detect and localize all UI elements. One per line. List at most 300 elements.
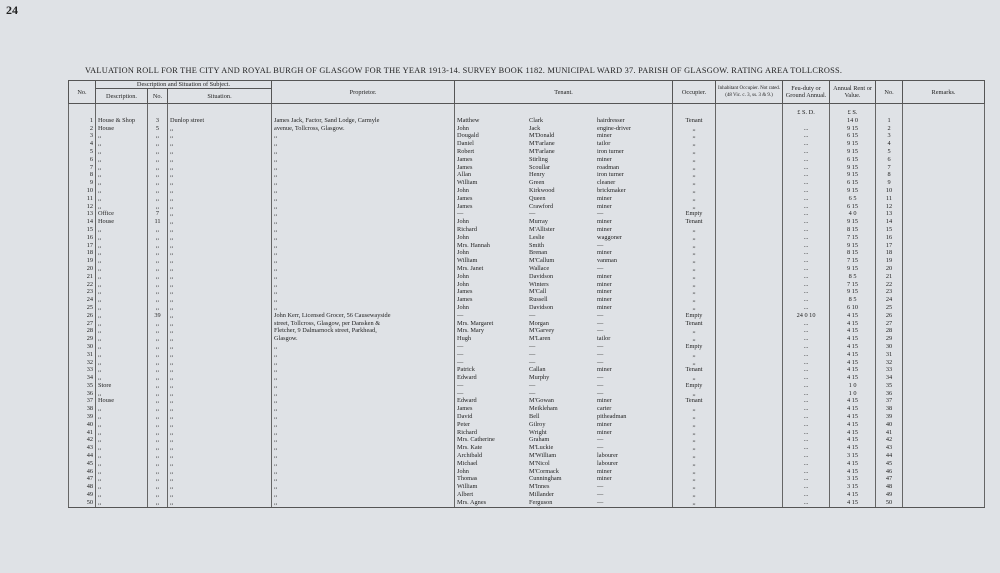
row-tenant: [455, 335, 673, 343]
tenant-occupation: miner: [597, 420, 612, 428]
tenant-occupation: engine-driver: [597, 124, 631, 132]
tenant-occupation: miner: [597, 249, 612, 257]
row-feu-duty: ...: [783, 483, 830, 491]
row-proprietor: ,,: [272, 382, 455, 390]
row-occupier: ,,: [673, 452, 716, 460]
row-situation: ,,: [168, 312, 272, 320]
tenant-surname: Davidson: [529, 303, 554, 311]
tenant-first-name: Richard: [457, 428, 477, 436]
table-row: [69, 312, 985, 320]
row-number: 35: [69, 382, 96, 390]
row-house-no: 11: [148, 218, 168, 226]
tenant-first-name: Mrs. Catherine: [457, 436, 495, 444]
row-occupier: ,,: [673, 429, 716, 437]
row-situation: ,,: [168, 343, 272, 351]
row-tenant: [455, 475, 673, 483]
row-number: 26: [69, 312, 96, 320]
row-situation: ,,: [168, 351, 272, 359]
row-situation: ,,: [168, 304, 272, 312]
table-row: [69, 125, 985, 133]
row-proprietor: Glasgow.: [272, 335, 455, 343]
row-house-no: ,,: [148, 351, 168, 359]
tenant-first-name: John: [457, 218, 469, 226]
row-tenant: [455, 210, 673, 218]
tenant-surname: M'Laren: [529, 335, 551, 343]
row-inhabitant: [716, 499, 783, 507]
row-feu-duty: ...: [783, 397, 830, 405]
row-occupier: ,,: [673, 257, 716, 265]
tenant-first-name: John: [457, 467, 469, 475]
row-number-right: 49: [876, 491, 903, 499]
row-house-no: ,,: [148, 132, 168, 140]
row-occupier: ,,: [673, 296, 716, 304]
row-description: ,,: [96, 390, 148, 398]
row-number: 4: [69, 140, 96, 148]
row-occupier: Tenant: [673, 366, 716, 374]
roll-body: [69, 104, 985, 508]
row-number-right: 45: [876, 460, 903, 468]
row-number: 42: [69, 436, 96, 444]
tenant-occupation: miner: [597, 194, 612, 202]
row-tenant: [455, 460, 673, 468]
row-occupier: ,,: [673, 335, 716, 343]
table-row: [69, 179, 985, 187]
tenant-occupation: —: [597, 327, 604, 335]
tenant-surname: Brenan: [529, 249, 548, 257]
row-number-right: 35: [876, 382, 903, 390]
row-occupier: ,,: [673, 249, 716, 257]
table-row: [69, 468, 985, 476]
row-occupier: Empty: [673, 210, 716, 218]
table-row: [69, 218, 985, 226]
tenant-occupation: miner: [597, 288, 612, 296]
row-proprietor: ,,: [272, 499, 455, 507]
row-occupier: ,,: [673, 148, 716, 156]
col-tenant: Tenant.: [455, 81, 673, 104]
row-feu-duty: ...: [783, 327, 830, 335]
row-proprietor: ,,: [272, 242, 455, 250]
row-situation: ,,: [168, 125, 272, 133]
tenant-surname: M'Luckie: [529, 444, 554, 452]
row-remarks: [903, 413, 985, 421]
col-no-right: No.: [876, 81, 903, 104]
row-proprietor: ,,: [272, 288, 455, 296]
row-inhabitant: [716, 452, 783, 460]
row-house-no: ,,: [148, 366, 168, 374]
row-number: 34: [69, 374, 96, 382]
row-tenant: [455, 483, 673, 491]
row-description: ,,: [96, 413, 148, 421]
row-description: ,,: [96, 296, 148, 304]
table-row: [69, 343, 985, 351]
row-description: ,,: [96, 421, 148, 429]
table-row: [69, 156, 985, 164]
row-description: ,,: [96, 249, 148, 257]
row-number: 39: [69, 413, 96, 421]
tenant-occupation: brickmaker: [597, 186, 626, 194]
tenant-surname: Russell: [529, 296, 548, 304]
row-tenant: [455, 382, 673, 390]
row-annual-rent: 4 15: [830, 468, 876, 476]
tenant-first-name: William: [457, 257, 478, 265]
row-inhabitant: [716, 132, 783, 140]
tenant-occupation: miner: [597, 218, 612, 226]
row-feu-duty: ...: [783, 320, 830, 328]
row-number-right: 30: [876, 343, 903, 351]
row-annual-rent: 3 15: [830, 452, 876, 460]
row-occupier: ,,: [673, 140, 716, 148]
row-tenant: [455, 187, 673, 195]
row-feu-duty: ...: [783, 281, 830, 289]
row-feu-duty: ...: [783, 164, 830, 172]
row-remarks: [903, 421, 985, 429]
row-number: 31: [69, 351, 96, 359]
row-description: ,,: [96, 405, 148, 413]
tenant-occupation: miner: [597, 272, 612, 280]
row-proprietor: ,,: [272, 452, 455, 460]
tenant-occupation: miner: [597, 132, 612, 140]
row-tenant: [455, 499, 673, 507]
row-annual-rent: 4 15: [830, 421, 876, 429]
tenant-surname: Millander: [529, 491, 554, 499]
row-proprietor: ,,: [272, 179, 455, 187]
row-occupier: ,,: [673, 359, 716, 367]
row-remarks: [903, 397, 985, 405]
row-remarks: [903, 460, 985, 468]
tenant-first-name: Patrick: [457, 366, 475, 374]
row-inhabitant: [716, 304, 783, 312]
tenant-first-name: John: [457, 233, 469, 241]
row-description: ,,: [96, 195, 148, 203]
row-inhabitant: [716, 117, 783, 125]
row-tenant: [455, 351, 673, 359]
row-occupier: ,,: [673, 171, 716, 179]
row-inhabitant: [716, 257, 783, 265]
row-number: 20: [69, 265, 96, 273]
tenant-first-name: —: [457, 381, 464, 389]
tenant-occupation: miner: [597, 366, 612, 374]
row-number-right: 4: [876, 140, 903, 148]
col-no: No.: [69, 81, 96, 104]
row-description: ,,: [96, 366, 148, 374]
row-feu-duty: ...: [783, 359, 830, 367]
row-description: ,,: [96, 475, 148, 483]
row-feu-duty: ...: [783, 179, 830, 187]
tenant-occupation: —: [597, 483, 604, 491]
tenant-surname: M'Farlane: [529, 147, 555, 155]
tenant-surname: M'Gowan: [529, 397, 554, 405]
row-remarks: [903, 320, 985, 328]
row-annual-rent: 3 15: [830, 475, 876, 483]
row-number: 29: [69, 335, 96, 343]
tenant-occupation: —: [597, 264, 604, 272]
row-house-no: ,,: [148, 483, 168, 491]
row-number-right: 22: [876, 281, 903, 289]
row-feu-duty: ...: [783, 273, 830, 281]
col-situation: Situation.: [168, 89, 272, 104]
row-tenant: [455, 452, 673, 460]
tenant-occupation: —: [597, 342, 604, 350]
tenant-occupation: —: [597, 374, 604, 382]
row-inhabitant: [716, 390, 783, 398]
row-tenant: [455, 366, 673, 374]
row-feu-duty: ...: [783, 421, 830, 429]
row-description: ,,: [96, 265, 148, 273]
row-annual-rent: 4 15: [830, 327, 876, 335]
table-row: [69, 187, 985, 195]
row-inhabitant: [716, 210, 783, 218]
row-occupier: ,,: [673, 179, 716, 187]
row-house-no: ,,: [148, 335, 168, 343]
row-situation: ,,: [168, 187, 272, 195]
row-inhabitant: [716, 359, 783, 367]
row-number: 25: [69, 304, 96, 312]
row-feu-duty: ...: [783, 226, 830, 234]
tenant-first-name: David: [457, 413, 473, 421]
row-proprietor: ,,: [272, 265, 455, 273]
row-feu-duty: ...: [783, 210, 830, 218]
row-proprietor: ,,: [272, 390, 455, 398]
tenant-first-name: —: [457, 311, 464, 319]
row-description: ,,: [96, 429, 148, 437]
row-feu-duty: ...: [783, 140, 830, 148]
row-remarks: [903, 140, 985, 148]
row-situation: ,,: [168, 242, 272, 250]
row-feu-duty: ...: [783, 265, 830, 273]
row-tenant: [455, 148, 673, 156]
row-feu-duty: ...: [783, 429, 830, 437]
table-row: [69, 397, 985, 405]
row-house-no: ,,: [148, 460, 168, 468]
row-inhabitant: [716, 156, 783, 164]
row-number: 37: [69, 397, 96, 405]
tenant-occupation: miner: [597, 296, 612, 304]
row-occupier: ,,: [673, 468, 716, 476]
tenant-first-name: Thomas: [457, 475, 478, 483]
row-number: 36: [69, 390, 96, 398]
row-remarks: [903, 436, 985, 444]
tenant-surname: M'Allister: [529, 225, 555, 233]
row-number-right: 18: [876, 249, 903, 257]
table-row: [69, 491, 985, 499]
row-remarks: [903, 366, 985, 374]
row-occupier: ,,: [673, 374, 716, 382]
tenant-first-name: James: [457, 155, 473, 163]
row-occupier: ,,: [673, 483, 716, 491]
row-house-no: ,,: [148, 187, 168, 195]
row-number-right: 19: [876, 257, 903, 265]
tenant-surname: Bell: [529, 413, 540, 421]
row-situation: ,,: [168, 327, 272, 335]
row-number-right: 27: [876, 320, 903, 328]
row-annual-rent: 4 15: [830, 351, 876, 359]
row-situation: ,,: [168, 320, 272, 328]
tenant-first-name: William: [457, 483, 478, 491]
row-proprietor: John Kerr, Licensed Grocer, 56 Causewayside: [272, 312, 455, 320]
row-number: 13: [69, 210, 96, 218]
currency-row: [69, 104, 985, 117]
row-inhabitant: [716, 242, 783, 250]
row-number: 33: [69, 366, 96, 374]
table-row: [69, 429, 985, 437]
row-proprietor: ,,: [272, 366, 455, 374]
row-tenant: [455, 374, 673, 382]
tenant-first-name: Mrs. Agnes: [457, 498, 487, 506]
tenant-occupation: —: [597, 210, 604, 218]
row-house-no: ,,: [148, 242, 168, 250]
row-situation: ,,: [168, 429, 272, 437]
row-remarks: [903, 203, 985, 211]
row-occupier: ,,: [673, 304, 716, 312]
row-occupier: ,,: [673, 125, 716, 133]
row-number: 40: [69, 421, 96, 429]
row-remarks: [903, 288, 985, 296]
table-row: [69, 234, 985, 242]
tenant-occupation: miner: [597, 280, 612, 288]
row-proprietor: ,,: [272, 164, 455, 172]
row-remarks: [903, 164, 985, 172]
tenant-first-name: Albert: [457, 491, 474, 499]
row-number: 10: [69, 187, 96, 195]
row-annual-rent: 4 15: [830, 397, 876, 405]
tenant-surname: Meikleham: [529, 405, 558, 413]
row-feu-duty: ...: [783, 343, 830, 351]
tenant-first-name: Mrs. Margaret: [457, 319, 494, 327]
row-description: ,,: [96, 156, 148, 164]
row-house-no: ,,: [148, 413, 168, 421]
row-description: ,,: [96, 312, 148, 320]
tenant-surname: —: [529, 311, 536, 319]
row-situation: ,,: [168, 164, 272, 172]
row-situation: ,,: [168, 281, 272, 289]
col-occupier: Occupier.: [673, 81, 716, 104]
row-description: ,,: [96, 374, 148, 382]
table-row: [69, 281, 985, 289]
row-inhabitant: [716, 468, 783, 476]
row-feu-duty: ...: [783, 187, 830, 195]
row-feu-duty: ...: [783, 436, 830, 444]
row-remarks: [903, 499, 985, 507]
row-annual-rent: 4 15: [830, 312, 876, 320]
col-remarks: Remarks.: [903, 81, 985, 104]
row-inhabitant: [716, 483, 783, 491]
tenant-surname: Clark: [529, 116, 544, 124]
row-annual-rent: 4 15: [830, 444, 876, 452]
tenant-surname: M'Farlane: [529, 140, 555, 148]
row-occupier: Empty: [673, 382, 716, 390]
row-description: ,,: [96, 140, 148, 148]
row-situation: ,,: [168, 460, 272, 468]
row-feu-duty: ...: [783, 156, 830, 164]
row-number-right: 24: [876, 296, 903, 304]
row-house-no: ,,: [148, 327, 168, 335]
row-number-right: 2: [876, 125, 903, 133]
row-remarks: [903, 148, 985, 156]
table-row: [69, 444, 985, 452]
row-description: ,,: [96, 499, 148, 507]
row-number-right: 34: [876, 374, 903, 382]
row-proprietor: ,,: [272, 421, 455, 429]
row-occupier: Tenant: [673, 117, 716, 125]
tenant-surname: Cunningham: [529, 475, 562, 483]
roll-header: VALUATION ROLL FOR THE CITY AND ROYAL BURGH OF GLASGOW FOR THE YEAR 1913-14. SURVEY BOOK 1182. MUNICIPAL WARD 37. PARISH OF GLASGOW. RATING AREA TOLLCROSS.: [85, 66, 843, 75]
tenant-first-name: Allan: [457, 171, 472, 179]
row-number: 21: [69, 273, 96, 281]
row-annual-rent: 9 15: [830, 148, 876, 156]
row-number-right: 33: [876, 366, 903, 374]
row-description: ,,: [96, 351, 148, 359]
row-situation: ,,: [168, 171, 272, 179]
row-description: ,,: [96, 335, 148, 343]
tenant-first-name: James: [457, 288, 473, 296]
row-situation: ,,: [168, 335, 272, 343]
row-house-no: ,,: [148, 390, 168, 398]
row-tenant: [455, 320, 673, 328]
tenant-surname: Wallace: [529, 264, 550, 272]
row-house-no: ,,: [148, 359, 168, 367]
row-inhabitant: [716, 429, 783, 437]
row-number: 50: [69, 499, 96, 507]
row-number: 23: [69, 288, 96, 296]
row-house-no: ,,: [148, 452, 168, 460]
row-feu-duty: ...: [783, 148, 830, 156]
row-inhabitant: [716, 249, 783, 257]
row-feu-duty: ...: [783, 460, 830, 468]
row-proprietor: ,,: [272, 218, 455, 226]
tenant-occupation: labourer: [597, 452, 619, 460]
row-inhabitant: [716, 397, 783, 405]
row-remarks: [903, 444, 985, 452]
tenant-surname: —: [529, 389, 536, 397]
row-situation: ,,: [168, 249, 272, 257]
row-situation: ,,: [168, 436, 272, 444]
row-situation: ,,: [168, 452, 272, 460]
row-inhabitant: [716, 491, 783, 499]
row-occupier: ,,: [673, 195, 716, 203]
row-number-right: 14: [876, 218, 903, 226]
row-situation: ,,: [168, 491, 272, 499]
table-row: [69, 265, 985, 273]
row-house-no: 7: [148, 210, 168, 218]
row-number-right: 3: [876, 132, 903, 140]
row-proprietor: ,,: [272, 140, 455, 148]
row-annual-rent: 4 15: [830, 359, 876, 367]
row-feu-duty: ...: [783, 475, 830, 483]
row-description: ,,: [96, 164, 148, 172]
row-situation: ,,: [168, 140, 272, 148]
row-number: 22: [69, 281, 96, 289]
tenant-first-name: Matthew: [457, 116, 480, 124]
row-remarks: [903, 273, 985, 281]
row-situation: ,,: [168, 405, 272, 413]
row-remarks: [903, 304, 985, 312]
row-tenant: [455, 203, 673, 211]
tenant-first-name: John: [457, 249, 469, 257]
row-number-right: 44: [876, 452, 903, 460]
row-situation: ,,: [168, 288, 272, 296]
row-inhabitant: [716, 273, 783, 281]
tenant-occupation: carter: [597, 405, 612, 413]
row-tenant: [455, 242, 673, 250]
row-situation: ,,: [168, 265, 272, 273]
table-row: [69, 148, 985, 156]
row-number-right: 32: [876, 359, 903, 367]
row-situation: ,,: [168, 475, 272, 483]
row-proprietor: ,,: [272, 468, 455, 476]
row-situation: Dunlop street: [168, 117, 272, 125]
row-situation: ,,: [168, 483, 272, 491]
row-annual-rent: 7 15: [830, 234, 876, 242]
